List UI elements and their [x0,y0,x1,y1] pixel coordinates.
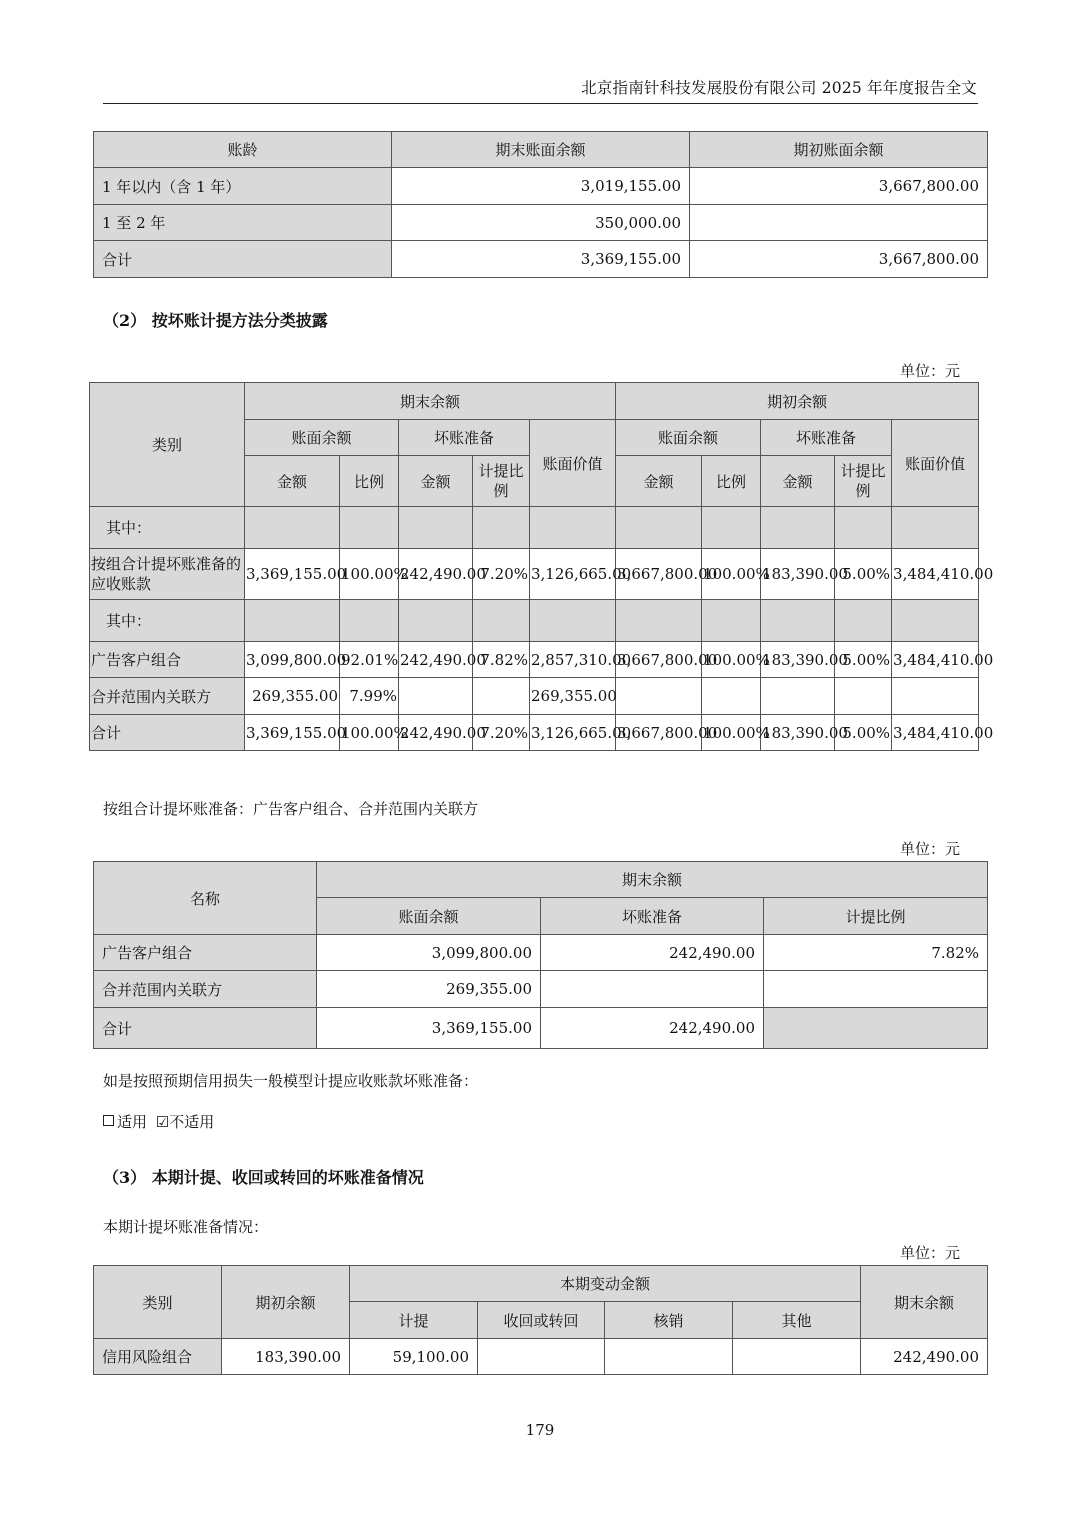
cell: 5.00% [835,715,892,751]
cell: 269,355.00 [245,678,340,715]
row-label: 信用风险组合 [94,1339,222,1375]
header-amount: 金额 [245,456,340,507]
cell [530,600,616,642]
header-bad-debt: 坏账准备 [399,420,530,456]
cell: 5.00% [835,549,892,600]
header-provision: 计提 [350,1302,478,1339]
row-label: 合并范围内关联方 [94,971,317,1008]
header-amount: 金额 [399,456,473,507]
cell [761,600,835,642]
cell: 3,484,410.00 [892,642,979,678]
cell [892,507,979,549]
row-label: 其中： [90,507,245,549]
cell [761,678,835,715]
cell [478,1339,605,1375]
cell: 7.99% [340,678,399,715]
cell [616,600,702,642]
combo-description: 按组合计提坏账准备：广告客户组合、合并范围内关联方 [103,800,479,818]
header-cell: 期末账面余额 [392,132,690,168]
aging-table [93,131,988,278]
table-row [94,971,988,1008]
expected-loss-text: 如是按照预期信用损失一般模型计提应收账款坏账准备： [103,1072,479,1090]
table-row [90,549,979,600]
header-ratio: 比例 [702,456,761,507]
cell: 2,857,310.00 [530,642,616,678]
cell [616,678,702,715]
cell [473,678,530,715]
cell: 3,369,155.00 [317,1008,541,1049]
header-provision-ratio: 计提比例 [764,898,988,935]
cell: 242,490.00 [541,935,764,971]
table-row [94,935,988,971]
cell: 3,667,800.00 [616,642,702,678]
cell [764,971,988,1008]
cell: 3,667,800.00 [616,715,702,751]
cell [605,1339,733,1375]
cell: 269,355.00 [530,678,616,715]
option-not-applicable: 不适用 [169,1113,215,1131]
cell: 7.82% [473,642,530,678]
cell [245,600,340,642]
cell: 100.00% [702,642,761,678]
cell: 100.00% [340,549,399,600]
row-label: 1 至 2 年 [94,205,392,241]
row-label: 其中： [90,600,245,642]
cell: 3,126,665.00 [530,715,616,751]
cell [835,507,892,549]
cell: 7.82% [764,935,988,971]
cell: 100.00% [702,715,761,751]
cell: 269,355.00 [317,971,541,1008]
header-book-balance: 账面余额 [245,420,399,456]
row-label: 合计 [90,715,245,751]
header-book-balance: 账面余额 [317,898,541,935]
section-heading-3: （3） 本期计提、收回或转回的坏账准备情况 [103,1168,424,1187]
unit-label: 单位：元 [899,362,960,380]
header-end-balance: 期末余额 [317,862,988,898]
header-provision-ratio: 计提比例 [473,456,530,507]
option-applicable: 适用 [117,1113,148,1131]
cell: 3,667,800.00 [690,241,988,278]
cell: 3,369,155.00 [392,241,690,278]
cell [702,678,761,715]
bad-debt-classification-table [89,382,994,751]
table-row [90,678,979,715]
table-row [94,1339,988,1375]
cell [835,600,892,642]
header-book-value: 账面价值 [892,420,979,507]
header-written-off: 核销 [605,1302,733,1339]
cell: 7.20% [473,549,530,600]
cell: 3,484,410.00 [892,715,979,751]
row-label: 合并范围内关联方 [90,678,245,715]
cell: 242,490.00 [861,1339,988,1375]
cell: 3,667,800.00 [690,168,988,205]
header-begin-balance: 期初余额 [616,383,979,420]
header-provision-ratio: 计提比例 [835,456,892,507]
cell [733,1339,861,1375]
cell: 3,369,155.00 [245,549,340,600]
cell [702,507,761,549]
cell: 100.00% [702,549,761,600]
provision-change-table [93,1265,988,1375]
cell [245,507,340,549]
cell: 3,126,665.00 [530,549,616,600]
table-row [94,241,988,278]
row-label: 广告客户组合 [90,642,245,678]
table-row [94,1008,988,1049]
table-row [94,205,988,241]
applicability-options [103,1111,214,1132]
cell: 183,390.00 [761,549,835,600]
header-cell: 账龄 [94,132,392,168]
header-book-balance: 账面余额 [616,420,761,456]
unit-label: 单位：元 [899,840,960,858]
table-row [90,600,979,642]
header-bad-debt: 坏账准备 [761,420,892,456]
unit-label: 单位：元 [899,1244,960,1262]
row-label: 1 年以内（含 1 年） [94,168,392,205]
table-header-row [90,383,979,420]
cell: 183,390.00 [761,715,835,751]
table-row [90,715,979,751]
cell [616,507,702,549]
table-row [90,642,979,678]
cell [340,507,399,549]
cell: 242,490.00 [399,715,473,751]
cell: 350,000.00 [392,205,690,241]
header-amount: 金额 [761,456,835,507]
header-end-balance: 期末余额 [245,383,616,420]
row-label: 广告客户组合 [94,935,317,971]
cell: 183,390.00 [761,642,835,678]
row-label: 合计 [94,241,392,278]
header-end-balance: 期末余额 [861,1266,988,1339]
section3-subtext: 本期计提坏账准备情况： [103,1218,269,1236]
cell [399,600,473,642]
cell: 3,099,800.00 [245,642,340,678]
cell [530,507,616,549]
report-header-title: 北京指南针科技发展股份有限公司 2025 年年度报告全文 [581,79,977,97]
cell: 242,490.00 [399,549,473,600]
cell: 3,667,800.00 [616,549,702,600]
cell [473,600,530,642]
page-number: 179 [525,1421,555,1439]
header-begin-balance: 期初余额 [222,1266,350,1339]
cell: 92.01% [340,642,399,678]
cell: 5.00% [835,642,892,678]
cell: 3,099,800.00 [317,935,541,971]
header-cell: 期初账面余额 [690,132,988,168]
cell: 100.00% [340,715,399,751]
header-ratio: 比例 [340,456,399,507]
cell [761,507,835,549]
cell [892,678,979,715]
header-amount: 金额 [616,456,702,507]
cell: 242,490.00 [541,1008,764,1049]
cell: 242,490.00 [399,642,473,678]
cell: 59,100.00 [350,1339,478,1375]
header-bad-debt: 坏账准备 [541,898,764,935]
table-header-row [94,862,988,898]
header-rule [103,103,978,104]
header-other: 其他 [733,1302,861,1339]
section-heading-2: （2） 按坏账计提方法分类披露 [103,311,328,330]
cell [340,600,399,642]
cell: 7.20% [473,715,530,751]
header-category: 类别 [90,383,245,507]
cell [541,971,764,1008]
header-change: 本期变动金额 [350,1266,861,1302]
combination-table [93,861,988,1049]
table-row [90,507,979,549]
row-label: 按组合计提坏账准备的应收账款 [90,549,245,600]
cell: 183,390.00 [222,1339,350,1375]
cell [690,205,988,241]
checked-box-icon: ☑ [155,1113,170,1131]
table-header-row [94,132,988,168]
table-row [94,168,988,205]
cell [399,507,473,549]
cell [399,678,473,715]
header-category: 类别 [94,1266,222,1339]
cell [892,600,979,642]
table-header-row [94,1266,988,1302]
cell: 3,484,410.00 [892,549,979,600]
cell: 3,019,155.00 [392,168,690,205]
cell [835,678,892,715]
header-book-value: 账面价值 [530,420,616,507]
cell [702,600,761,642]
header-name: 名称 [94,862,317,935]
cell [764,1008,988,1049]
header-recovered: 收回或转回 [478,1302,605,1339]
cell [473,507,530,549]
row-label: 合计 [94,1008,317,1049]
unchecked-box-icon [103,1115,114,1126]
cell: 3,369,155.00 [245,715,340,751]
